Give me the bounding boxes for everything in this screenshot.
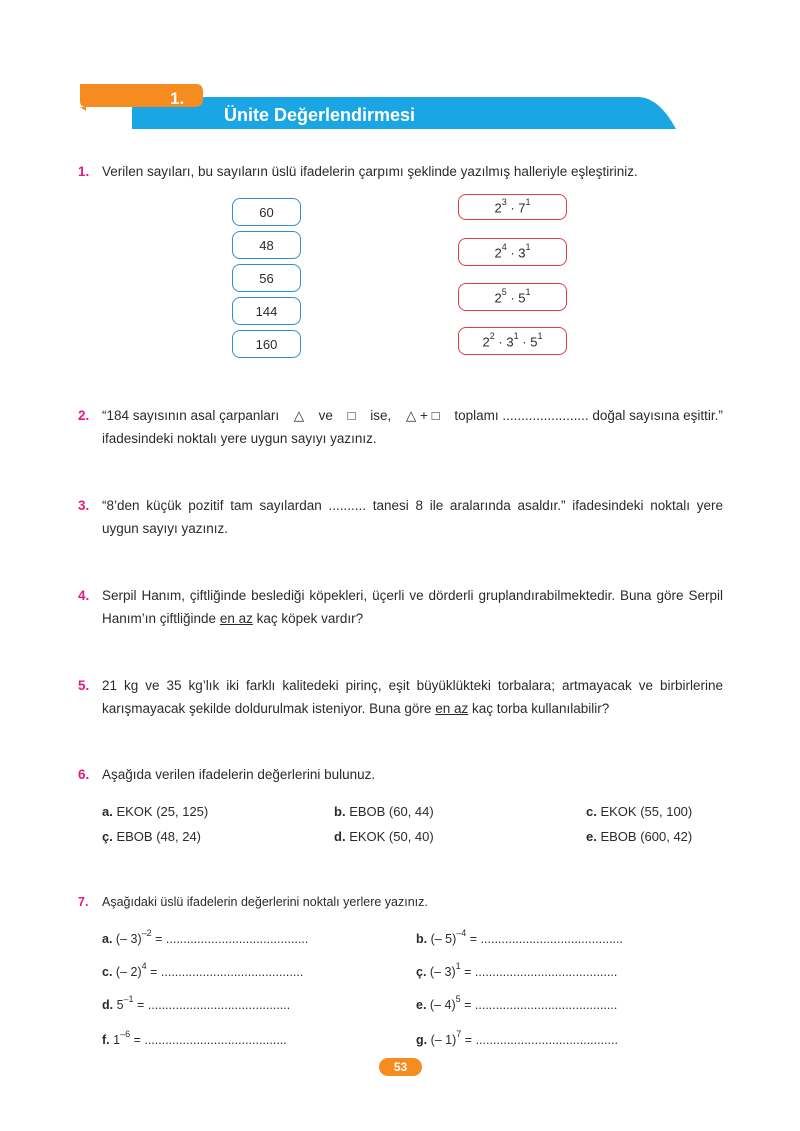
- q7-item-cc: ç. (– 3)$^1$ = .........................................: [416, 961, 618, 980]
- unit-header: [0, 80, 800, 135]
- question-number: 3.: [78, 498, 90, 513]
- question-text: “184 sayısının asal çarpanları △ ve □ ise, △ + □ toplamı ....................... doğal sayısına eşittir.” ifadesindeki noktalı yere uygun sayıyı yazınız.: [102, 404, 723, 450]
- expression: $2^3 \cdot 7^1$: [494, 196, 531, 216]
- q6-item-e: e. EBOB (600, 42): [586, 829, 693, 844]
- question-text: Serpil Hanım, çiftliğinde beslediği köpekleri, üçerli ve dörderli gruplandırabilmektedir. Buna göre Serpil Hanım’ın çiftliğinde en az kaç köpek vardır?: [102, 588, 723, 626]
- triangle-symbol: △: [293, 408, 305, 423]
- q6-item-c: c. EKOK (55, 100): [586, 804, 693, 819]
- question-text: Verilen sayıları, bu sayıların üslü ifadelerin çarpımı şeklinde yazılmış halleriyle eşleştiriniz.: [102, 164, 638, 179]
- answer-blank[interactable]: = .........................................: [133, 1033, 287, 1048]
- question-text: “8’den küçük pozitif tam sayılardan .......... tanesi 8 ile aralarında asaldır.” ifadesindeki noktalı yere uygun sayıyı yazınız.: [102, 498, 723, 536]
- answer-blank[interactable]: = .........................................: [464, 965, 618, 980]
- number-box[interactable]: 60: [232, 198, 301, 226]
- question-number: 2.: [78, 408, 90, 423]
- question-1: [78, 160, 723, 183]
- q6-item-b: b. EBOB (60, 44): [334, 804, 434, 819]
- q6-item-cc: ç. EBOB (48, 24): [102, 829, 202, 844]
- expression: $2^2 \cdot 3^1 \cdot 5^1$: [482, 330, 543, 350]
- q6-item-d: d. EKOK (50, 40): [334, 829, 434, 844]
- q7-item-e: e. (– 4)$^5$ = .........................................: [416, 994, 618, 1013]
- question-2: [78, 404, 723, 450]
- square-symbol: □: [347, 408, 356, 423]
- question-4: [78, 584, 723, 630]
- number-box[interactable]: 48: [232, 231, 301, 259]
- number-box[interactable]: 144: [232, 297, 301, 325]
- expression-box[interactable]: [458, 283, 567, 311]
- sum-expression: △ + □: [405, 408, 440, 423]
- expression: $2^4 \cdot 3^1$: [494, 241, 531, 261]
- answer-blank[interactable]: = .........................................: [155, 932, 309, 947]
- expression-box[interactable]: [458, 327, 567, 355]
- question-number: 1.: [78, 164, 90, 179]
- page-number: 53: [379, 1058, 422, 1076]
- unit-number: 1.: [170, 89, 185, 108]
- expression-box[interactable]: [458, 194, 567, 220]
- q7-item-f: f. $1^{-6}$ = .........................................: [102, 1029, 287, 1048]
- question-7: [78, 891, 723, 914]
- q7-item-c: c. (– 2)$^4$ = .........................................: [102, 961, 304, 980]
- page-title: Ünite Değerlendirmesi: [224, 105, 416, 125]
- question-5: [78, 674, 723, 720]
- expression-box[interactable]: [458, 238, 567, 266]
- question-number: 5.: [78, 678, 90, 693]
- answer-blank[interactable]: = .........................................: [469, 932, 623, 947]
- q7-item-a: a. (– 3)$^{-2}$ = .........................................: [102, 928, 309, 947]
- question-number: 4.: [78, 588, 90, 603]
- answer-blank[interactable]: = .........................................: [464, 998, 618, 1013]
- question-number: 7.: [78, 895, 89, 909]
- q6-item-a: a. EKOK (25, 125): [102, 804, 209, 819]
- expression: $2^5 \cdot 5^1$: [494, 286, 531, 306]
- question-6: [78, 763, 723, 786]
- answer-blank[interactable]: = .........................................: [464, 1033, 618, 1048]
- question-number: 6.: [78, 767, 90, 782]
- question-3: [78, 494, 723, 540]
- q7-item-g: g. (– 1)$^7$ = .........................................: [416, 1029, 618, 1048]
- question-text: 21 kg ve 35 kg’lık iki farklı kalitedeki pirinç, eşit büyüklükteki torbalara; artmayacak ve birbirlerine karışmayacak şekilde doldurulmak isteniyor. Buna göre en az kaç torba kullanılabilir?: [102, 678, 723, 716]
- number-box[interactable]: 160: [232, 330, 301, 358]
- q7-item-d: d. $5^{-1}$ = .........................................: [102, 994, 291, 1013]
- answer-blank[interactable]: = .........................................: [137, 998, 291, 1013]
- number-box[interactable]: 56: [232, 264, 301, 292]
- question-text: Aşağıda verilen ifadelerin değerlerini bulunuz.: [102, 767, 376, 782]
- answer-blank[interactable]: = .........................................: [150, 965, 304, 980]
- q7-item-b: b. (– 5)$^{-4}$ = .........................................: [416, 928, 623, 947]
- question-text: Aşağıdaki üslü ifadelerin değerlerini noktalı yerlere yazınız.: [102, 895, 428, 909]
